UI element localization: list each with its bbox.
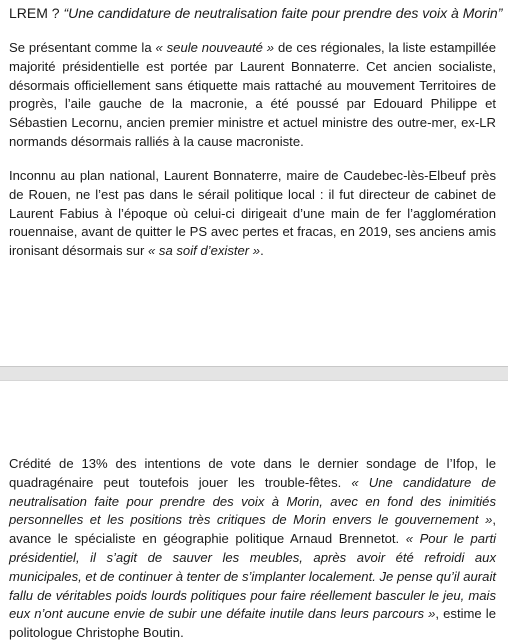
paragraph-2-quote-1: « sa soif d’exister » bbox=[148, 243, 261, 259]
paragraph-3-text-3: , estime le politologue Christophe Boutin. bbox=[9, 606, 497, 641]
heading-prefix: LREM ? bbox=[9, 5, 64, 21]
paragraph-3-quote-2: « Pour le parti présidentiel, il s’agit de sauver les meubles, après avoir été refroidi aux municipales, et de continuer à tenter de s’implanter localement. Je pense qu’il aurait fallu de véritables poids lourds politiques pour faire réellement basculer le jeu, mais eux n’ont aucune envie de subir une défaite inutile dans leurs parcours » bbox=[9, 531, 496, 622]
heading-quote: “Une candidature de neutralisation faite pour prendre des voix à Morin” bbox=[63, 5, 503, 21]
paragraph-2-text-2: . bbox=[260, 243, 264, 259]
paragraph-3-text-1: Crédité de 13% des intentions de vote dans le dernier sondage de l’Ifop, le quadragénaire peut toutefois jouer les trouble-fêtes. bbox=[9, 456, 496, 490]
paragraph-3 bbox=[9, 455, 496, 643]
paragraph-1 bbox=[9, 39, 496, 152]
paragraph-3-quote-1: « Une candidature de neutralisation faite pour prendre des voix à Morin, avec en fond des inimitiés personnelles et les positions très critiques de Morin envers le gouvernement » bbox=[9, 474, 496, 528]
paragraph-1-text-1: Se présentant comme la bbox=[9, 40, 156, 55]
paragraph-2 bbox=[9, 167, 496, 261]
paragraph-1-text-2: de ces régionales, la liste estampillée majorité présidentielle est portée par Laurent Bonnaterre. Cet ancien socialiste, désormais officiellement sans étiquette mais rattaché au mouvement Territoires de progrès, l’aile gauche de la macronie, a été poussé par Edouard Philippe et Sébastien Lecornu, ancien premier ministre et actuel ministre des outre-mer, ex-LR normands désormais ralliés à la cause macroniste. bbox=[9, 40, 496, 149]
paragraph-1-quote-1: « seule nouveauté » bbox=[155, 40, 275, 55]
document-page-bottom bbox=[0, 381, 508, 643]
page-break-separator bbox=[0, 366, 508, 381]
paragraph-2-text-1: Inconnu au plan national, Laurent Bonnaterre, maire de Caudebec-lès-Elbeuf près de Rouen, ne l’est pas dans le sérail politique local : il fut directeur de cabinet de Laurent Fabius à l’époque où celui-ci dirigeait d’une main de fer l’agglomération rouennaise, avant de quitter le PS avec pertes et fracas, en 2019, ses anciens amis ironisant désormais sur bbox=[9, 168, 496, 259]
paragraph-3-text-2: , avance le spécialiste en géographie politique Arnaud Brennetot. bbox=[9, 512, 496, 547]
section-heading bbox=[9, 4, 504, 22]
